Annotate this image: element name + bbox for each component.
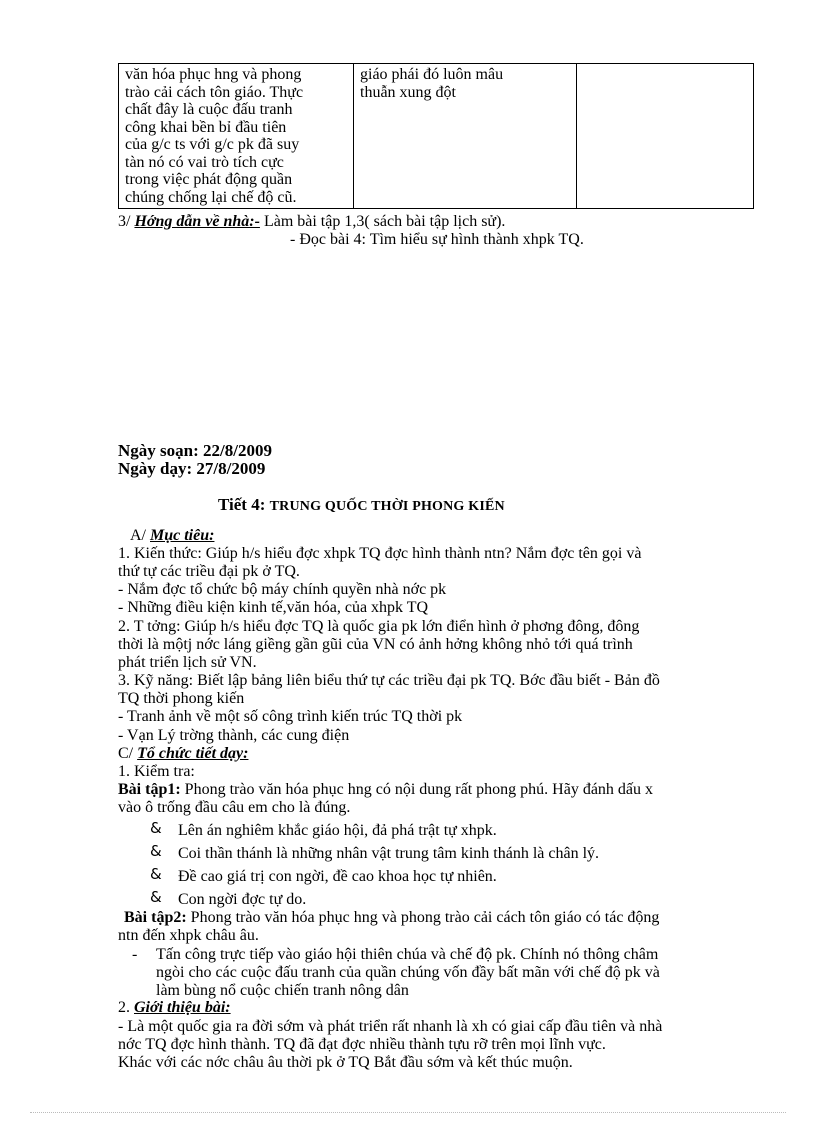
intro-line: Khác với các nớc châu âu thời pk ở TQ Bắt đầu sớm và kết thúc muộn. [118,1054,573,1071]
objective-line: 1. Kiến thức: Giúp h/s hiểu đợc xhpk TQ đợc hình thành ntn? Nắm đợc tên gọi và [118,545,642,562]
exercise-2-label: Bài tập2: [124,909,187,926]
exercise-1-label: Bài tập1: [118,781,181,798]
ampersand-bullet-icon: & [150,865,162,883]
exercise-1 [118,781,653,799]
intro-line: - Là một quốc gia ra đời sớm và phát triển rất nhanh là xh có giai cấp đầu tiên và nhà [118,1018,663,1035]
lesson-name: TRUNG QUỐC THỜI PHONG KIẾN [269,499,505,514]
exercise-2-question: Phong trào văn hóa phục hng và phong trào cải cách tôn giáo có tác động [186,909,660,926]
option-item: Lên án nghiêm khắc giáo hội, đả phá trật tự xhpk. [178,822,497,839]
table-line: thuẫn xung đột [360,83,456,101]
objective-line: - Những điều kiện kinh tế,văn hóa, của xhpk TQ [118,599,429,616]
objective-line: TQ thời phong kiến [118,690,245,707]
table-line: chúng chống lại chế độ cũ. [125,188,297,206]
section-c-heading [118,745,248,763]
table-line: văn hóa phục hng và phong [125,66,302,83]
objectives-prefix: A/ [130,527,150,544]
ampersand-bullet-icon: & [150,842,162,860]
objectives-title: Mục tiêu: [150,527,215,544]
date-taught: Ngày dạy: 27/8/2009 [118,459,266,478]
exercise-2-question-cont: ntn đến xhpk châu âu. [118,927,259,944]
table-line: giáo phái đó luôn mâu [360,66,504,83]
answer-line: làm bùng nổ cuộc chiến tranh nông dân [156,982,409,999]
option-item: Con ngời đợc tự do. [178,891,307,908]
exercise-1-question-cont: vào ô trống đầu câu em cho là đúng. [118,799,351,816]
homework-task-2: - Đọc bài 4: Tìm hiểu sự hình thành xhpk TQ. [290,231,584,248]
objective-line: - Vạn Lý trờng thành, các cung điện [118,727,350,744]
homework-line-1 [118,213,505,231]
table-line: trong việc phát động quần [125,171,293,188]
objective-line: thời là mộtj nớc láng giềng gần gũi của VN có ảnh hởng không nhỏ tới quá trình [118,636,633,653]
intro-prefix: 2. [118,999,134,1016]
table-line: tàn nó có vai trò tích cực [125,153,284,171]
intro-heading [118,999,231,1017]
date-prepared: Ngày soạn: 22/8/2009 [118,441,272,460]
answer-dash: - [132,946,138,963]
answer-line: ngòi cho các cuộc đấu tranh của quần chúng vốn đầy bất mãn với chế độ pk và [156,964,660,981]
objective-line: phát triển lịch sử VN. [118,654,257,671]
objective-line: 2. T tởng: Giúp h/s hiểu đợc TQ là quốc gia pk lớn điển hình ở phơng đông, đông [118,618,640,635]
section-c-prefix: C/ [118,745,138,762]
objective-line: - Nắm đợc tổ chức bộ máy chính quyền nhà nớc pk [118,581,447,598]
ampersand-bullet-icon: & [150,888,162,906]
exercise-2 [124,909,659,927]
objectives-heading [130,527,214,545]
option-item: Coi thần thánh là những nhân vật trung tâm kinh thánh là chân lý. [178,845,600,862]
answer-line: Tấn công trực tiếp vào giáo hội thiên chúa và chế độ pk. Chính nó thông châm [156,946,659,963]
homework-heading: Hớng dẫn về nhà:- [134,213,260,230]
homework-task-1: Làm bài tập 1,3( sách bài tập lịch sử). [259,213,506,230]
table-line: công khai bền bỉ đầu tiên [125,118,287,136]
lesson-title [218,496,505,516]
option-item: Đề cao giá trị con ngời, đề cao khoa học tự nhiên. [178,868,497,885]
ampersand-bullet-icon: & [150,819,162,837]
homework-number: 3/ [118,213,131,230]
exercise-1-question: Phong trào văn hóa phục hng có nội dung rất phong phú. Hãy đánh dấu x [180,781,654,798]
table-cell-result [354,64,577,209]
objective-line: - Tranh ảnh về một số công trình kiến trúc TQ thời pk [118,708,463,725]
objective-line: thứ tự các triều đại pk ở TQ. [118,563,300,580]
table-cell-empty [577,64,754,209]
table-line: của g/c ts với g/c pk đã suy [125,136,300,153]
check-heading: 1. Kiểm tra: [118,763,195,780]
table-cell-content [119,64,354,209]
table-line: trào cải cách tôn giáo. Thực [125,83,304,101]
intro-line: nớc TQ đợc hình thành. TQ đã đạt đợc nhiều thành tựu rỡ trên mọi lĩnh vực. [118,1036,606,1053]
lesson-number: Tiết 4: [218,495,270,514]
objective-line: 3. Kỹ năng: Biết lập bảng liên biểu thứ tự các triều đại pk TQ. Bớc đầu biết - Bản đồ [118,672,660,689]
table-line: chất đây là cuộc đấu tranh [125,101,293,118]
intro-title: Giới thiệu bài: [134,999,231,1016]
page-bottom-border [30,1112,786,1113]
section-c-title: Tổ chức tiết dạy: [137,745,249,762]
continuation-table [118,63,754,209]
